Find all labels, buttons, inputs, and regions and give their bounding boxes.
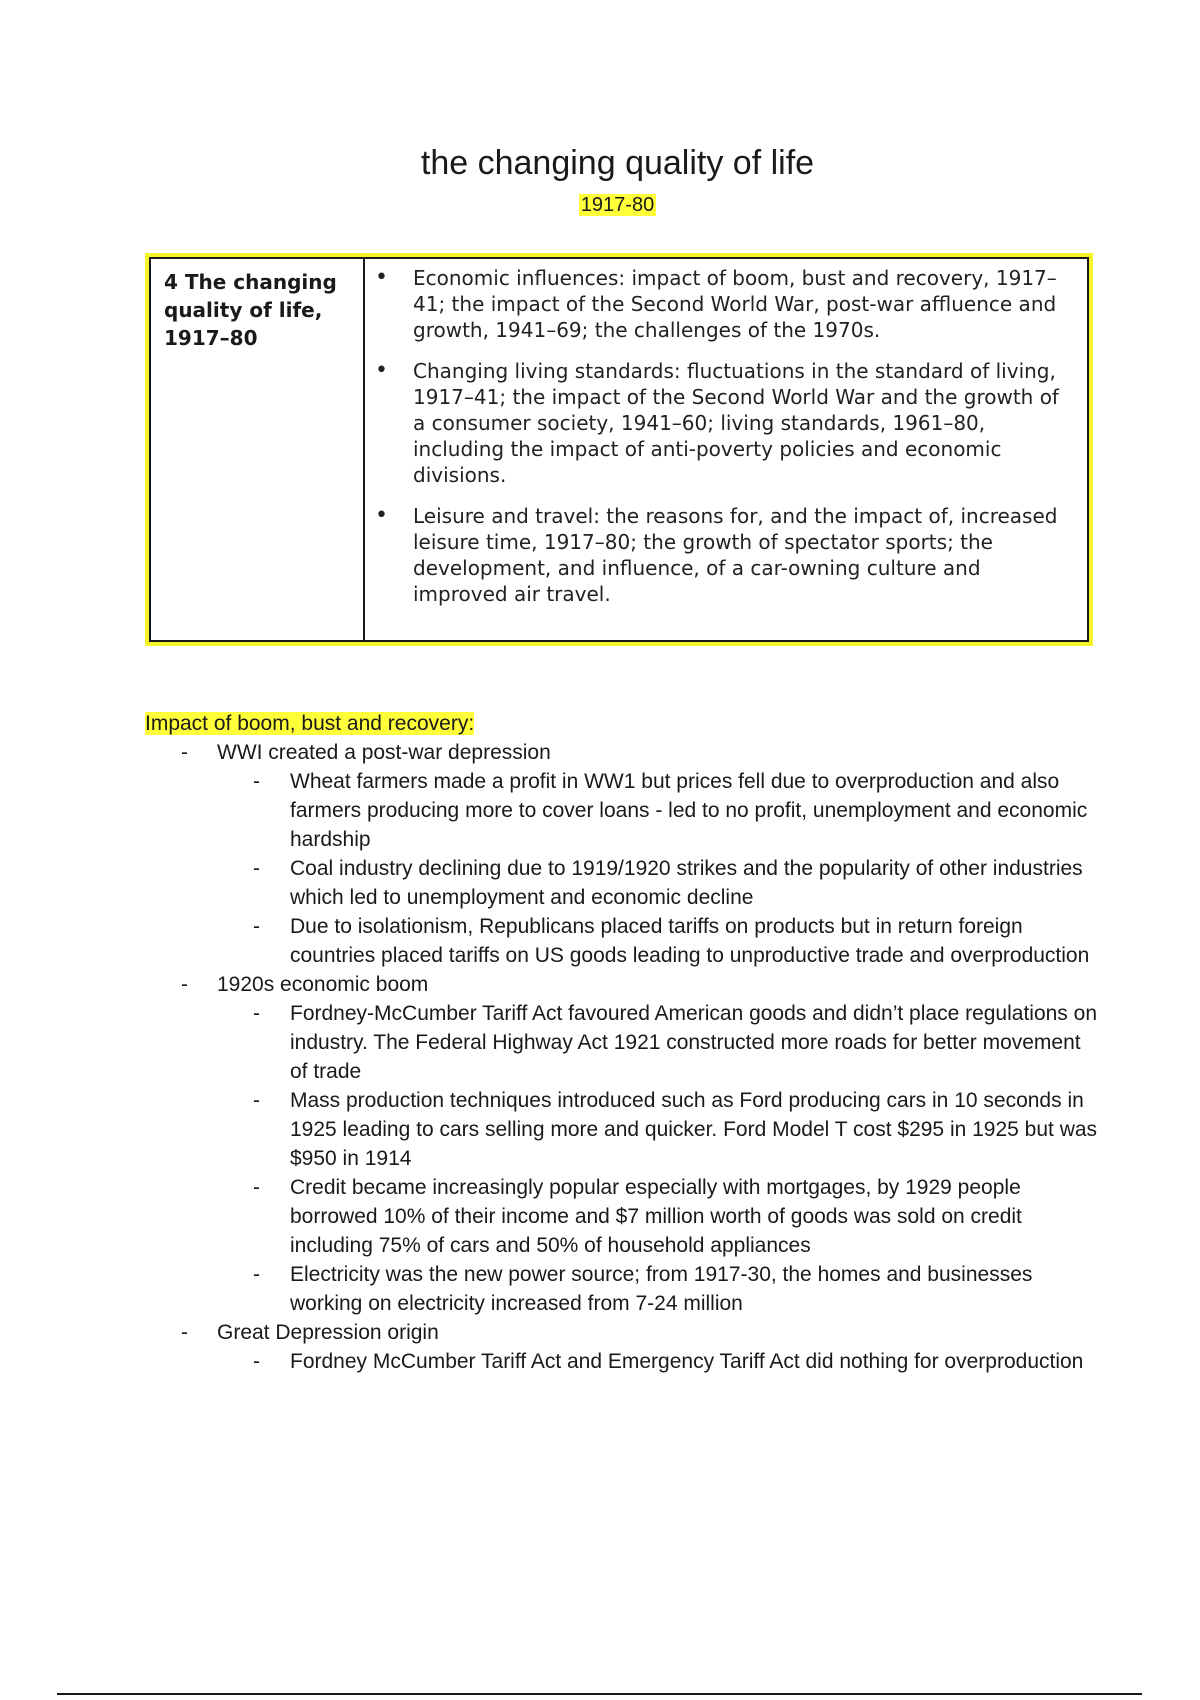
subtitle-wrap [0, 194, 1200, 217]
list-item [0, 970, 1100, 999]
spec-item [375, 265, 1075, 343]
dash-icon: - [253, 1263, 260, 1286]
dash-icon: - [181, 1321, 188, 1344]
dash-icon: - [253, 770, 260, 793]
sub-list-item [0, 767, 1100, 854]
spec-content [365, 259, 1087, 640]
subtitle-date-range: 1917-80 [580, 194, 655, 216]
dash-icon: - [253, 1002, 260, 1025]
dash-icon: - [181, 973, 188, 996]
sub-list-item-text: Credit became increasingly popular especially with mortgages, by 1929 people borrowed 10% of their income and $7 million worth of goods was sold on credit including 75% of cars and 50% of household appliances [290, 1176, 1022, 1257]
section-heading [145, 712, 474, 736]
specification-box [145, 253, 1093, 646]
sub-list-item [0, 1260, 1100, 1318]
spec-heading: 4 The changing quality of life, 1917–80 [151, 259, 365, 640]
sub-list-item [0, 1086, 1100, 1173]
list-item [0, 738, 1100, 767]
dash-icon: - [253, 1350, 260, 1373]
dash-icon: - [181, 741, 188, 764]
bullet-icon: • [375, 358, 388, 383]
sub-list-item-text: Fordney McCumber Tariff Act and Emergency Tariff Act did nothing for overproduction [290, 1350, 1084, 1373]
sub-list-item-text: Coal industry declining due to 1919/1920 strikes and the popularity of other industries which led to unemployment and economic decline [290, 857, 1083, 909]
list-item-text: Great Depression origin [217, 1321, 439, 1344]
dash-icon: - [253, 915, 260, 938]
sub-list-item-text: Due to isolationism, Republicans placed tariffs on products but in return foreign countries placed tariffs on US goods leading to unproductive trade and overproduction [290, 915, 1090, 967]
spec-item-text: Changing living standards: fluctuations in the standard of living, 1917–41; the impact of the Second World War and the growth of a consumer society, 1941–60; living standards, 1961–80, including the impact of anti-poverty policies and economic divisions. [413, 359, 1059, 487]
page-divider [57, 1693, 1142, 1695]
spec-item-text: Economic influences: impact of boom, bust and recovery, 1917–41; the impact of the Second World War, post-war affluence and growth, 1941–69; the challenges of the 1970s. [413, 266, 1057, 342]
notes-list [0, 738, 1200, 1376]
bullet-icon: • [375, 503, 388, 528]
page-title: the changing quality of life [420, 144, 815, 182]
dash-icon: - [253, 1176, 260, 1199]
section-heading-text: Impact of boom, bust and recovery: [145, 712, 475, 735]
sub-list-item [0, 1173, 1100, 1260]
sub-list-item [0, 912, 1100, 970]
list-item [0, 1318, 1100, 1347]
dash-icon: - [253, 1089, 260, 1112]
bullet-icon: • [375, 265, 388, 290]
sub-list-item [0, 999, 1100, 1086]
spec-item-text: Leisure and travel: the reasons for, and the impact of, increased leisure time, 1917–80; the growth of spectator sports; the development, and influence, of a car-owning culture and improved air travel. [413, 504, 1058, 606]
sub-list-item [0, 1347, 1100, 1376]
dash-icon: - [253, 857, 260, 880]
sub-list-item-text: Wheat farmers made a profit in WW1 but prices fell due to overproduction and also farmers producing more to cover loans - led to no profit, unemployment and economic hardship [290, 770, 1088, 851]
sub-list-item-text: Mass production techniques introduced such as Ford producing cars in 10 seconds in 1925 leading to cars selling more and quicker. Ford Model T cost $295 in 1925 but was $950 in 1914 [290, 1089, 1098, 1170]
sub-list-item-text: Electricity was the new power source; from 1917-30, the homes and businesses working on electricity increased from 7-24 million [290, 1263, 1033, 1315]
spec-item [375, 503, 1075, 607]
sub-list-item-text: Fordney-McCumber Tariff Act favoured American goods and didn’t place regulations on industry. The Federal Highway Act 1921 constructed more roads for better movement of trade [290, 1002, 1098, 1083]
list-item-text: WWI created a post-war depression [217, 741, 551, 764]
list-item-text: 1920s economic boom [217, 973, 429, 996]
specification-table [149, 257, 1089, 642]
sub-list-item [0, 854, 1100, 912]
spec-item [375, 358, 1075, 488]
